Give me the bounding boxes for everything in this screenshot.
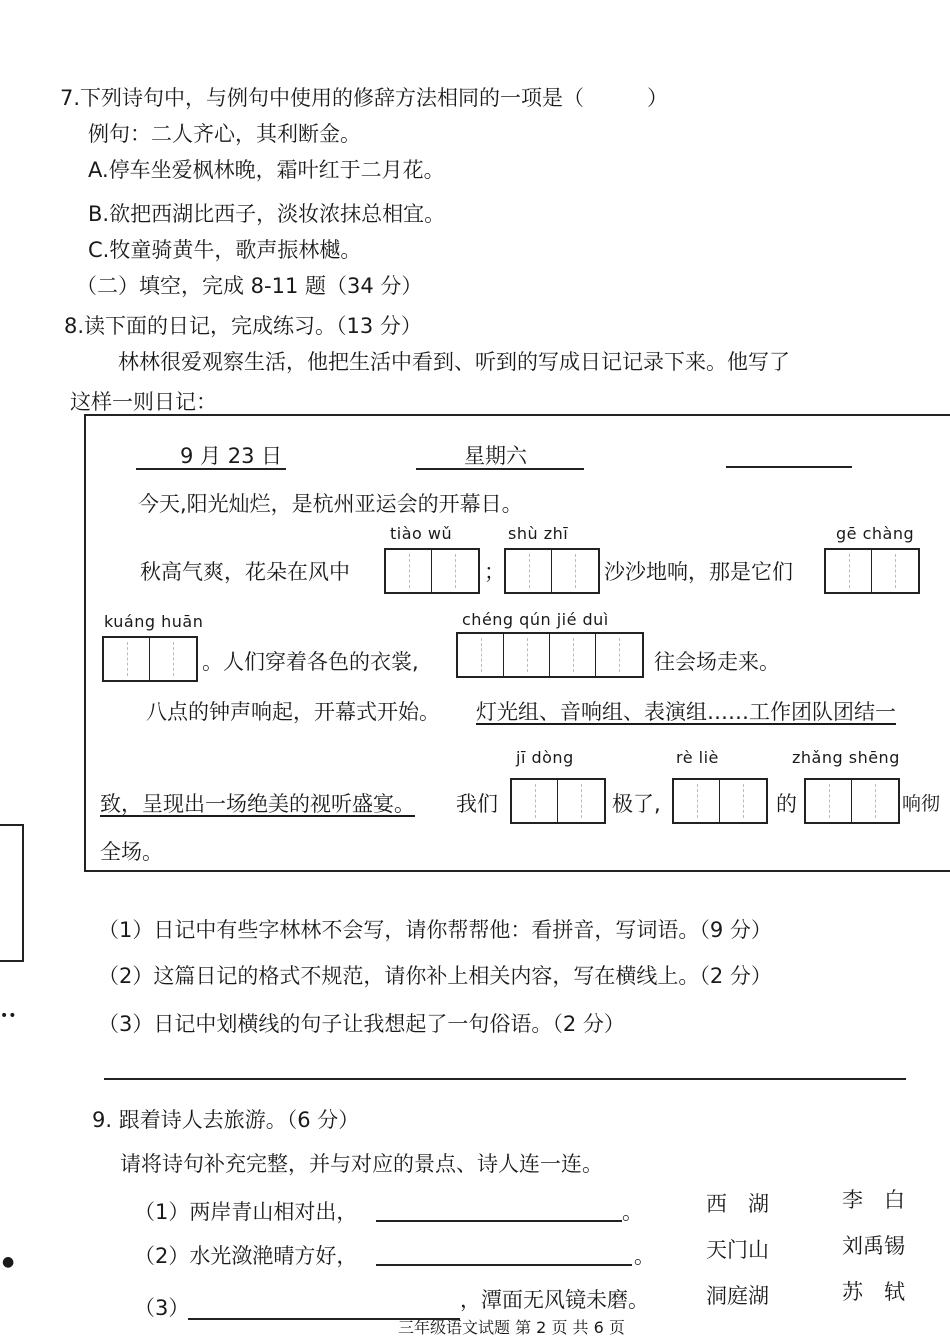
q9-blank-1[interactable] <box>376 1220 622 1222</box>
q9-instruction: 请将诗句补充完整，并与对应的景点、诗人连一连。 <box>120 1152 603 1176</box>
q8-intro-2: 这样一则日记： <box>70 390 217 414</box>
q9-line-3-prefix: （3） <box>134 1296 190 1320</box>
q8-sub-3-answer-line[interactable] <box>104 1078 906 1080</box>
answer-box[interactable] <box>512 780 558 822</box>
answer-box[interactable] <box>720 780 766 822</box>
q9-blank-2[interactable] <box>376 1264 632 1266</box>
q9-line-1: （1）两岸青山相对出， <box>134 1200 358 1224</box>
edge-mark: •• <box>0 1008 17 1024</box>
answer-box[interactable] <box>504 634 550 676</box>
q8-sub-1: （1）日记中有些字林林不会写，请你帮帮他：看拼音，写词语。（9 分） <box>98 918 772 942</box>
answer-box[interactable] <box>558 780 604 822</box>
poet-libai[interactable]: 李 白 <box>842 1188 905 1212</box>
pinyin-gechang: gē chàng <box>836 524 915 543</box>
answer-box[interactable] <box>596 634 642 676</box>
diary-line-5b: 极了, <box>612 792 661 816</box>
q8-intro-1: 林林很爱观察生活，他把生活中看到、听到的写成日记记录下来。他写了 <box>118 350 790 374</box>
answer-boxes-kuanghuan[interactable] <box>102 636 198 682</box>
answer-box[interactable] <box>852 780 898 822</box>
place-dongtinghu[interactable]: 洞庭湖 <box>706 1284 769 1308</box>
answer-box[interactable] <box>432 550 478 592</box>
q8-title: 8.读下面的日记，完成练习。（13 分） <box>64 314 422 338</box>
answer-box[interactable] <box>104 638 150 680</box>
edge-box-fragment <box>0 824 24 962</box>
answer-boxes-relie[interactable] <box>672 778 768 824</box>
answer-box[interactable] <box>458 634 504 676</box>
answer-box[interactable] <box>872 550 918 592</box>
answer-boxes-jidong[interactable] <box>510 778 606 824</box>
diary-line-2-sep: ； <box>484 560 505 584</box>
pinyin-tiaowu: tiào wǔ <box>390 524 453 543</box>
diary-underlined-sentence-1: 灯光组、音响组、表演组……工作团队团结一 <box>476 700 896 724</box>
pinyin-chengqunjiedui: chéng qún jié duì <box>462 610 609 629</box>
diary-weekday: 星期六 <box>464 444 527 468</box>
q7-example: 例句：二人齐心，其利断金。 <box>88 122 361 146</box>
answer-boxes-gechang[interactable] <box>824 548 920 594</box>
q9-title: 9. 跟着诗人去旅游。（6 分） <box>92 1108 360 1132</box>
q7-option-a: A.停车坐爱枫林晚，霜叶红于二月花。 <box>88 158 445 182</box>
answer-boxes-shuzhi[interactable] <box>504 548 600 594</box>
diary-date: 9 月 23 日 <box>180 444 283 468</box>
answer-boxes-chengqunjiedui[interactable] <box>456 632 644 678</box>
answer-box[interactable] <box>150 638 196 680</box>
q8-sub-2: （2）这篇日记的格式不规范，请你补上相关内容，写在横线上。（2 分） <box>98 964 772 988</box>
diary-line-5c: 的 <box>776 792 797 816</box>
answer-box[interactable] <box>550 634 596 676</box>
section2-title: （二）填空，完成 8-11 题（34 分） <box>76 274 423 298</box>
q7-option-c: C.牧童骑黄牛，歌声振林樾。 <box>88 238 362 262</box>
q9-period-1: 。 <box>622 1200 643 1224</box>
diary-line-3a: 。人们穿着各色的衣裳, <box>202 650 419 674</box>
answer-box[interactable] <box>386 550 432 592</box>
diary-line-3b: 往会场走来。 <box>654 650 780 674</box>
place-tianmenshan[interactable]: 天门山 <box>706 1238 769 1262</box>
q7-option-b: B.欲把西湖比西子，淡妆浓抹总相宜。 <box>88 202 446 226</box>
q7-title: 7.下列诗句中，与例句中使用的修辞方法相同的一项是（ ） <box>60 86 669 110</box>
diary-line-4a: 八点的钟声响起，开幕式开始。 <box>146 700 440 724</box>
answer-box[interactable] <box>806 780 852 822</box>
place-xihu[interactable]: 西 湖 <box>706 1192 769 1216</box>
pinyin-zhangsheng: zhǎng shēng <box>792 748 900 767</box>
q9-period-2: 。 <box>634 1244 655 1268</box>
answer-boxes-tiaowu[interactable] <box>384 548 480 594</box>
diary-underlined-sentence-2: 致，呈现出一场绝美的视听盛宴。 <box>100 792 415 816</box>
diary-line-6: 全场。 <box>100 840 163 864</box>
diary-line-2a: 秋高气爽，花朵在风中 <box>140 560 350 584</box>
pinyin-shuzhi: shù zhī <box>508 524 569 543</box>
answer-boxes-zhangsheng[interactable] <box>804 778 900 824</box>
diary-weather-blank[interactable] <box>726 466 852 468</box>
diary-line-2b: 沙沙地响，那是它们 <box>604 560 793 584</box>
answer-box[interactable] <box>674 780 720 822</box>
edge-mark: ● <box>2 1254 15 1270</box>
poet-liuyuxi[interactable]: 刘禹锡 <box>842 1234 905 1258</box>
answer-box[interactable] <box>552 550 598 592</box>
q9-line-2: （2）水光潋滟晴方好， <box>134 1244 358 1268</box>
diary-line-5a: 我们 <box>456 792 498 816</box>
diary-line-1: 今天,阳光灿烂，是杭州亚运会的开幕日。 <box>138 492 523 516</box>
q8-sub-3: （3）日记中划横线的句子让我想起了一句俗语。（2 分） <box>98 1012 625 1036</box>
answer-box[interactable] <box>506 550 552 592</box>
q9-line-3-suffix: ，潭面无风镜未磨。 <box>460 1288 649 1312</box>
diary-weekday-underline <box>416 468 584 470</box>
diary-line-5d: 响彻 <box>902 793 941 815</box>
pinyin-relie: rè liè <box>676 748 719 767</box>
pinyin-jidong: jī dòng <box>516 748 574 767</box>
pinyin-kuanghuan: kuáng huān <box>104 612 204 631</box>
page-footer: 三年级语文试题 第 2 页 共 6 页 <box>398 1318 625 1337</box>
poet-sushi[interactable]: 苏 轼 <box>842 1280 905 1304</box>
diary-date-underline <box>136 468 286 470</box>
answer-box[interactable] <box>826 550 872 592</box>
